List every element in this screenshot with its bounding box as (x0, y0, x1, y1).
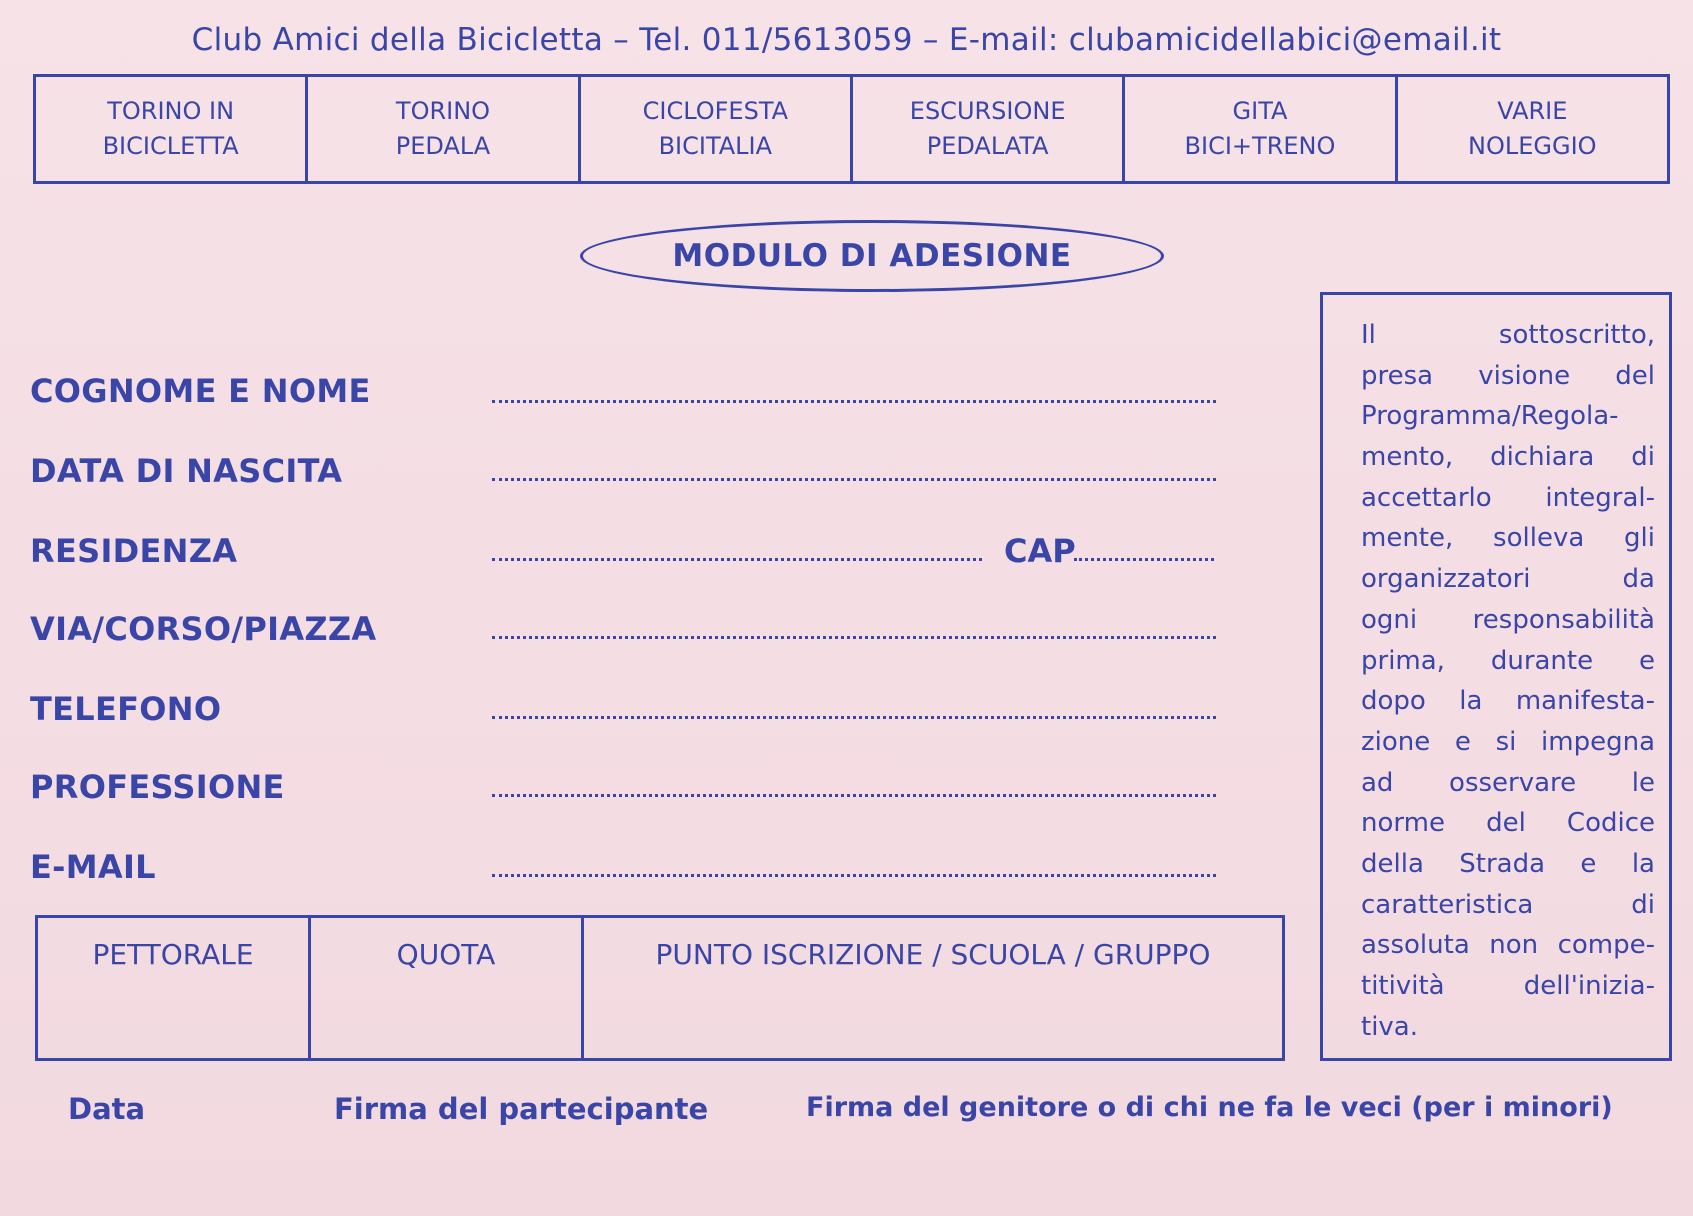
event-torino-in-bicicletta: TORINO IN BICICLETTA (36, 77, 308, 181)
field-line-professione[interactable] (492, 794, 1216, 797)
field-line-nome[interactable] (492, 400, 1216, 403)
field-label-email: E-MAIL (30, 848, 156, 886)
declaration-line: ogni responsabilità (1361, 604, 1655, 635)
declaration-line: Il sottoscritto, (1361, 320, 1655, 350)
declaration-line: della Strada e la (1361, 848, 1655, 879)
declaration-line: prima, durante e (1361, 645, 1655, 676)
field-label-residenza: RESIDENZA (30, 532, 238, 570)
event-ciclofesta-bicitalia: CICLOFESTA BICITALIA (581, 77, 853, 181)
field-label-nascita: DATA DI NASCITA (30, 452, 343, 490)
declaration-line: dopo la manifesta- (1361, 686, 1655, 717)
declaration-box (1320, 292, 1672, 1061)
field-line-cap[interactable] (1074, 558, 1214, 561)
field-line-nascita[interactable] (492, 478, 1216, 481)
declaration-line: mento, dichiara di (1361, 442, 1655, 473)
declaration-line: accettarlo integral- (1361, 482, 1655, 513)
field-label-telefono: TELEFONO (30, 690, 222, 728)
admin-cell-quota[interactable]: QUOTA (311, 918, 584, 1058)
admin-table (35, 915, 1285, 1061)
events-table (33, 74, 1670, 184)
field-label-nome: COGNOME E NOME (30, 372, 371, 410)
declaration-line: Programma/Regola- (1361, 401, 1619, 432)
field-label-cap: CAP (1004, 532, 1076, 570)
event-torino-pedala: TORINO PEDALA (308, 77, 580, 181)
field-label-indirizzo: VIA/CORSO/PIAZZA (30, 610, 377, 648)
field-label-professione: PROFESSIONE (30, 768, 285, 806)
declaration-line: assoluta non compe- (1361, 930, 1655, 961)
signature-participant-label: Firma del partecipante (334, 1092, 709, 1126)
field-line-residenza[interactable] (492, 558, 982, 561)
declaration-line: ad osservare le (1361, 767, 1655, 798)
event-escursione-pedalata: ESCURSIONE PEDALATA (853, 77, 1125, 181)
event-varie-noleggio: VARIE NOLEGGIO (1468, 97, 1597, 160)
declaration-line: mente, solleva gli (1361, 523, 1655, 554)
admin-cell-pettorale[interactable]: PETTORALE (38, 918, 311, 1058)
admin-cell-punto-iscrizione[interactable]: PUNTO ISCRIZIONE / SCUOLA / GRUPPO (655, 938, 1211, 971)
club-contact-line: Club Amici della Bicicletta – Tel. 011/5613059 – E-mail: clubamicidellabici@email.it (191, 22, 1502, 58)
declaration-line: zione e si impegna (1361, 726, 1655, 757)
field-line-email[interactable] (492, 874, 1216, 877)
form-title: MODULO DI ADESIONE (580, 220, 1164, 292)
declaration-line: caratteristica di (1361, 889, 1655, 920)
declaration-line: titività dell'inizia- (1361, 971, 1655, 1001)
signature-guardian-label: Firma del genitore o di chi ne fa le veci (per i minori) (806, 1092, 1613, 1123)
declaration-line: organizzatori da (1361, 564, 1655, 595)
declaration-line: tiva. (1361, 1011, 1419, 1042)
declaration-line: norme del Codice (1361, 808, 1655, 839)
signature-date-label: Data (68, 1092, 146, 1126)
event-gita-bici-treno: GITA BICI+TRENO (1125, 77, 1397, 181)
field-line-indirizzo[interactable] (492, 636, 1216, 639)
declaration-line: presa visione del (1361, 360, 1655, 391)
field-line-telefono[interactable] (492, 716, 1216, 719)
